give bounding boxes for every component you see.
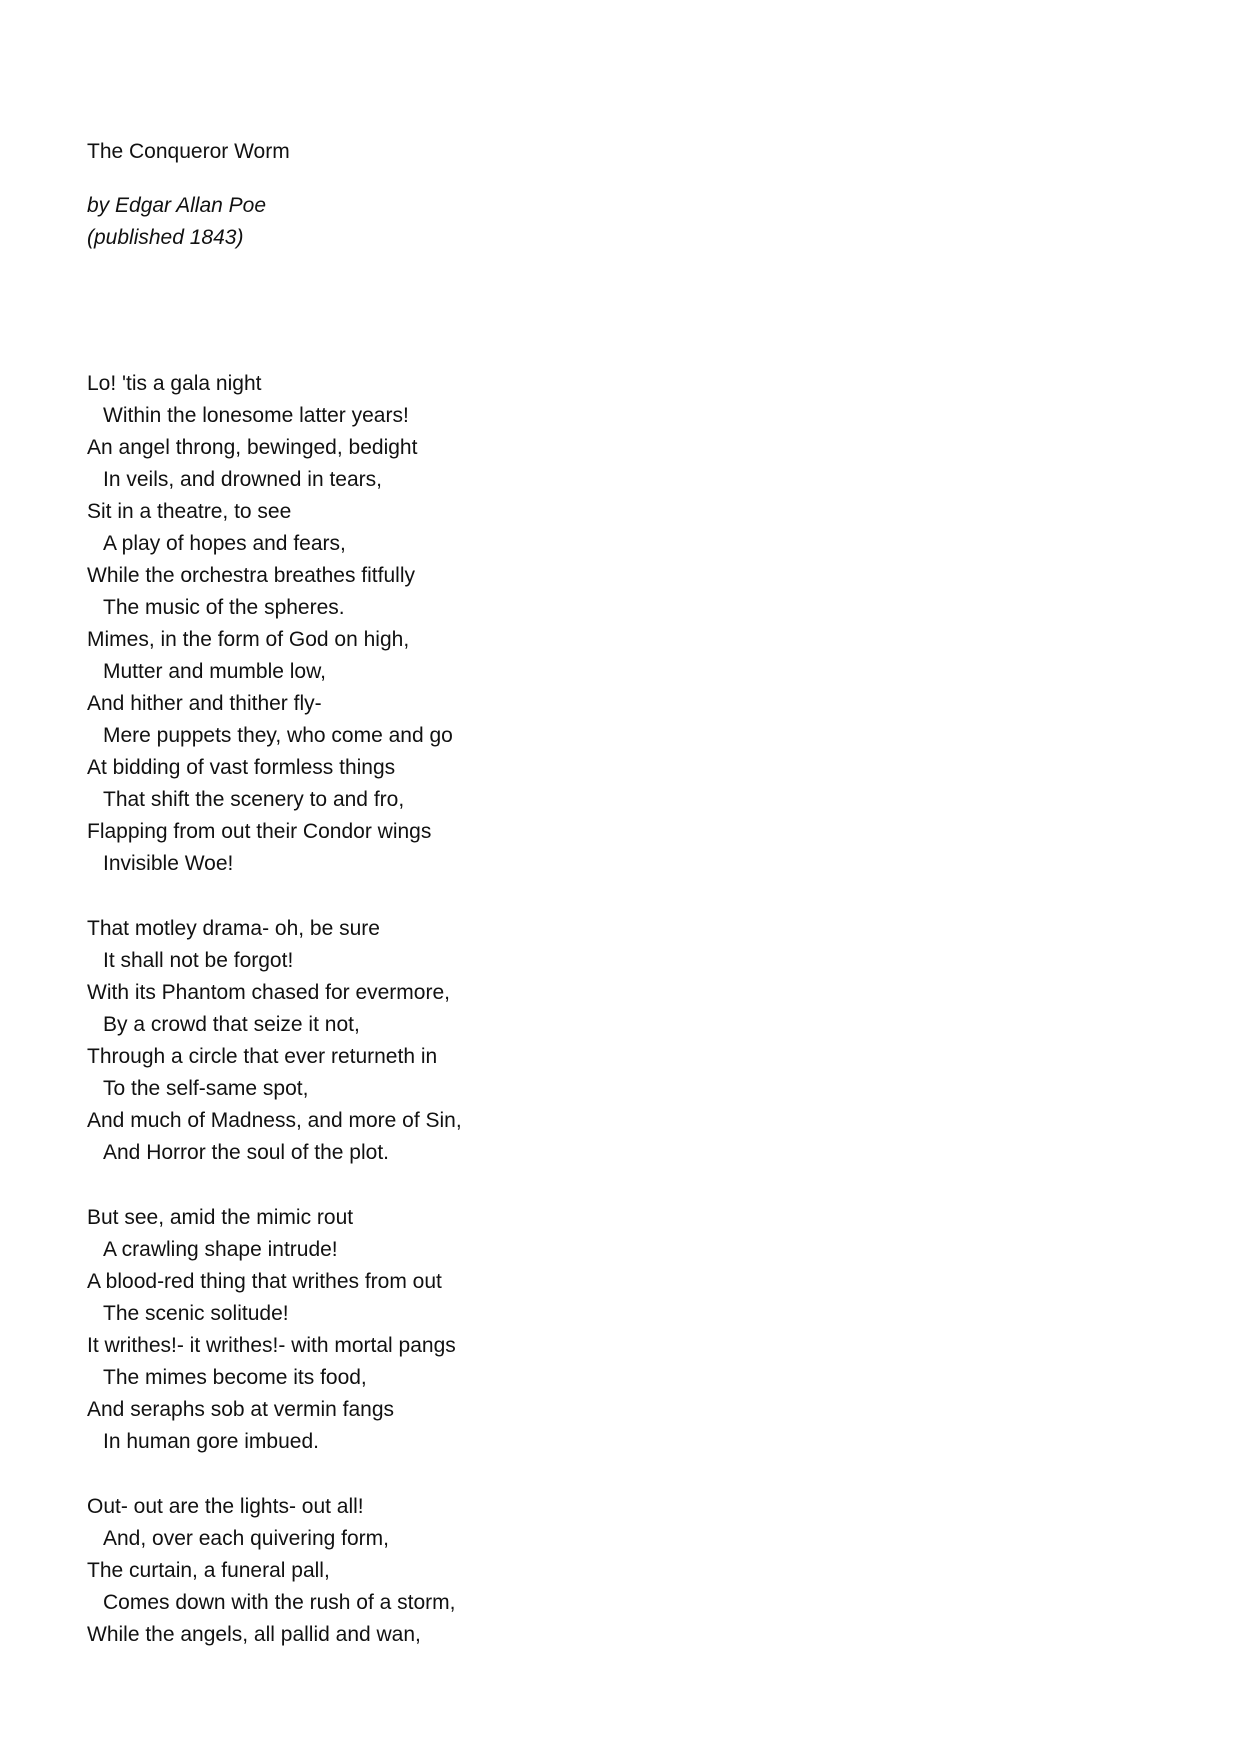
poem-line: Flapping from out their Condor wings [87,820,432,843]
poem-line: A crawling shape intrude! [103,1238,338,1261]
poem-line: At bidding of vast formless things [87,756,396,779]
poem-line: And Horror the soul of the plot. [103,1141,389,1164]
poem-line: And seraphs sob at vermin fangs [87,1398,395,1421]
published-line: (published 1843) [87,226,244,249]
poem-line: Mimes, in the form of God on high, [87,628,410,651]
poem-line: By a crowd that seize it not, [103,1013,360,1036]
poem-line: But see, amid the mimic rout [87,1206,354,1229]
poem-line: With its Phantom chased for evermore, [87,981,450,1004]
poem-line: In human gore imbued. [103,1430,319,1453]
poem-line: And hither and thither fly- [87,692,322,715]
poem-stanza [87,1491,1087,1651]
author-line: by Edgar Allan Poe [87,194,267,217]
poem-line: An angel throng, bewinged, bedight [87,436,418,459]
poem-line: While the orchestra breathes fitfully [87,564,415,587]
poem-line: A play of hopes and fears, [103,532,346,555]
poem-line: Invisible Woe! [103,852,234,875]
poem-line: And, over each quivering form, [103,1527,389,1550]
poem-line: While the angels, all pallid and wan, [87,1623,421,1646]
poem-title: The Conqueror Worm [87,140,290,163]
poem-line: It writhes!- it writhes!- with mortal pangs [87,1334,456,1357]
poem-line: The scenic solitude! [103,1302,289,1325]
poem-line: A blood-red thing that writhes from out [87,1270,442,1293]
poem-body [87,368,1087,1651]
poem-line: That motley drama- oh, be sure [87,917,380,940]
poem-line: The music of the spheres. [103,596,345,619]
poem-line: Lo! 'tis a gala night [87,372,262,395]
poem-line: In veils, and drowned in tears, [103,468,382,491]
poem-line: Within the lonesome latter years! [103,404,409,427]
poem-line: The mimes become its food, [103,1366,367,1389]
poem-line: Out- out are the lights- out all! [87,1495,364,1518]
poem-stanza [87,913,1087,1169]
poem-line: Mutter and mumble low, [103,660,326,683]
byline [87,190,1087,254]
poem-line: Comes down with the rush of a storm, [103,1591,456,1614]
poem-stanza [87,1202,1087,1458]
poem-line: To the self-same spot, [103,1077,309,1100]
poem-line: Through a circle that ever returneth in [87,1045,438,1068]
poem-line: And much of Madness, and more of Sin, [87,1109,462,1132]
poem-stanza [87,368,1087,880]
poem-line: Mere puppets they, who come and go [103,724,453,747]
poem-line: Sit in a theatre, to see [87,500,292,523]
poem-line: The curtain, a funeral pall, [87,1559,330,1582]
document-content [87,136,1087,1684]
poem-line: It shall not be forgot! [103,949,294,972]
poem-line: That shift the scenery to and fro, [103,788,405,811]
